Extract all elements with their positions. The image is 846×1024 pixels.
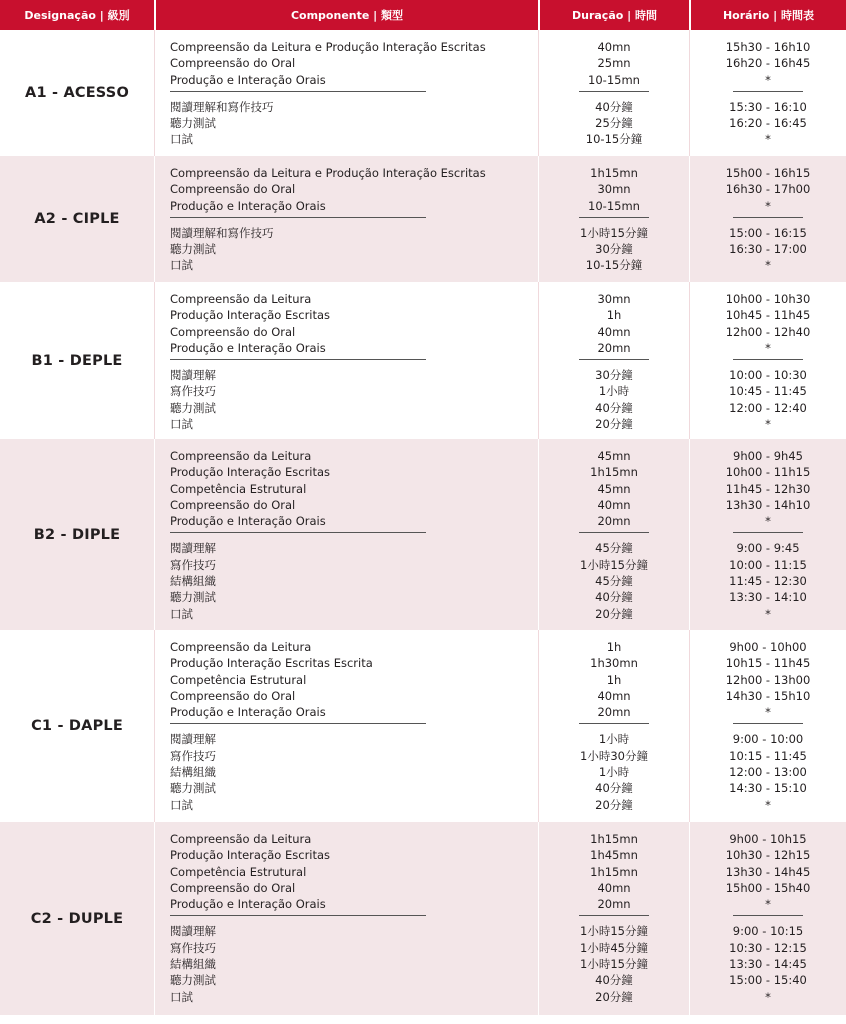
component-zh-line: 口試 xyxy=(170,797,193,812)
component-pt-line: Compreensão do Oral xyxy=(170,324,296,339)
table-row xyxy=(0,822,846,1015)
language-divider xyxy=(579,359,649,360)
duration-zh-line: 1小時15分鐘 xyxy=(580,957,648,972)
table-row xyxy=(0,630,846,822)
schedule-pt-line: 9h00 - 10h00 xyxy=(729,640,807,654)
component-pt-line: Compreensão do Oral xyxy=(170,497,296,512)
component-cell xyxy=(154,630,538,822)
level-designation: B2 - DIPLE xyxy=(33,526,121,543)
component-zh-line: 閱讀理解 xyxy=(170,924,216,939)
component-pt-line: Produção Interação Escritas xyxy=(170,848,331,863)
component-zh-line: 閱讀理解和寫作技巧 xyxy=(170,225,274,240)
duration-zh-line: 20分鐘 xyxy=(595,797,633,812)
duration-zh-line: 10-15分鐘 xyxy=(585,258,643,273)
duration-pt-line: 45mn xyxy=(597,481,631,496)
component-zh-line: 聽力測試 xyxy=(170,781,216,796)
level-designation: A2 - CIPLE xyxy=(34,211,120,227)
component-cell xyxy=(154,439,538,630)
component-zh-line: 聽力測試 xyxy=(170,242,216,257)
component-zh-line: 閱讀理解 xyxy=(170,368,216,383)
component-pt-line: Produção Interação Escritas xyxy=(170,465,331,480)
language-divider xyxy=(579,915,649,916)
component-pt-line: Compreensão do Oral xyxy=(170,880,296,895)
component-pt-line: Produção Interação Escritas Escrita xyxy=(170,656,373,671)
component-pt-line: Compreensão da Leitura e Produção Interação Escritas xyxy=(170,40,486,54)
component-cell xyxy=(154,30,538,156)
component-pt-line: Competência Estrutural xyxy=(170,481,307,496)
duration-pt-line: 1h15mn xyxy=(590,465,638,480)
language-divider xyxy=(170,915,426,916)
duration-zh-line: 1小時 xyxy=(598,765,630,780)
schedule-pt-line: * xyxy=(765,514,771,529)
duration-pt-line: 25mn xyxy=(597,56,631,71)
component-pt-line: Compreensão da Leitura xyxy=(170,832,312,846)
component-zh-line: 口試 xyxy=(170,258,193,273)
duration-pt-line: 1h15mn xyxy=(590,166,638,180)
duration-zh-line: 45分鐘 xyxy=(595,574,633,589)
duration-zh-line: 1小時15分鐘 xyxy=(580,225,648,240)
component-pt-line: Compreensão da Leitura xyxy=(170,640,312,654)
component-pt-line: Produção e Interação Orais xyxy=(170,514,326,529)
header-componente: Componente | 類型 xyxy=(154,0,538,30)
component-zh-line: 閱讀理解 xyxy=(170,541,216,556)
schedule-zh-line: 14:30 - 15:10 xyxy=(729,781,807,796)
schedule-pt-line: * xyxy=(765,198,771,213)
component-zh-line: 結構組織 xyxy=(170,957,216,972)
schedule-cell xyxy=(689,439,846,630)
schedule-pt-line: 10h00 - 11h15 xyxy=(725,465,811,480)
component-zh-line: 口試 xyxy=(170,989,193,1004)
duration-zh-line: 45分鐘 xyxy=(595,541,633,556)
schedule-pt-line: 11h45 - 12h30 xyxy=(725,481,811,496)
schedule-pt-line: 12h00 - 13h00 xyxy=(725,672,811,687)
language-divider xyxy=(733,91,803,92)
schedule-zh-line: 16:30 - 17:00 xyxy=(729,242,807,257)
component-zh-line: 寫作技巧 xyxy=(170,748,216,763)
schedule-zh-line: 10:15 - 11:45 xyxy=(729,748,807,763)
schedule-zh-line: 9:00 - 9:45 xyxy=(736,541,800,556)
duration-pt-line: 1h xyxy=(606,308,622,323)
component-pt-line: Produção e Interação Orais xyxy=(170,198,326,213)
language-divider xyxy=(579,532,649,533)
schedule-zh-line: 10:45 - 11:45 xyxy=(729,384,807,399)
schedule-zh-line: * xyxy=(765,989,771,1004)
component-zh-line: 聽力測試 xyxy=(170,116,216,131)
duration-pt-line: 20mn xyxy=(597,340,631,355)
duration-pt-line: 45mn xyxy=(597,449,631,463)
schedule-zh-line: 15:30 - 16:10 xyxy=(729,99,807,114)
duration-pt-line: 30mn xyxy=(597,182,631,197)
duration-pt-line: 1h xyxy=(606,672,622,687)
duration-zh-line: 20分鐘 xyxy=(595,417,633,432)
schedule-zh-line: * xyxy=(765,606,771,621)
duration-pt-line: 40mn xyxy=(597,688,631,703)
duration-pt-line: 20mn xyxy=(597,705,631,720)
component-pt-line: Compreensão da Leitura xyxy=(170,449,312,463)
duration-zh-line: 40分鐘 xyxy=(595,590,633,605)
component-zh-line: 結構組織 xyxy=(170,574,216,589)
schedule-zh-line: 12:00 - 13:00 xyxy=(729,765,807,780)
language-divider xyxy=(170,91,426,92)
duration-cell xyxy=(538,630,689,822)
duration-zh-line: 1小時15分鐘 xyxy=(580,557,648,572)
duration-pt-line: 20mn xyxy=(597,514,631,529)
component-zh-line: 寫作技巧 xyxy=(170,940,216,955)
schedule-zh-line: 13:30 - 14:45 xyxy=(729,957,807,972)
duration-zh-line: 30分鐘 xyxy=(595,368,633,383)
schedule-pt-line: 16h30 - 17h00 xyxy=(725,182,811,197)
duration-zh-line: 40分鐘 xyxy=(595,400,633,415)
duration-zh-line: 20分鐘 xyxy=(595,989,633,1004)
table-row xyxy=(0,439,846,630)
level-designation: B1 - DEPLE xyxy=(31,352,123,369)
table-row xyxy=(0,30,846,156)
component-pt-line: Competência Estrutural xyxy=(170,864,307,879)
schedule-cell xyxy=(689,30,846,156)
schedule-pt-line: 9h00 - 10h15 xyxy=(729,832,807,846)
schedule-zh-line: 13:30 - 14:10 xyxy=(729,590,807,605)
schedule-pt-line: 16h20 - 16h45 xyxy=(725,56,811,71)
schedule-cell xyxy=(689,282,846,439)
schedule-pt-line: 15h00 - 16h15 xyxy=(725,166,811,180)
component-pt-line: Compreensão da Leitura xyxy=(170,292,312,306)
schedule-pt-line: 13h30 - 14h10 xyxy=(725,497,811,512)
duration-zh-line: 10-15分鐘 xyxy=(585,132,643,147)
schedule-zh-line: 9:00 - 10:15 xyxy=(732,924,804,939)
schedule-cell xyxy=(689,822,846,1015)
schedule-zh-line: 10:30 - 12:15 xyxy=(729,940,807,955)
duration-zh-line: 1小時30分鐘 xyxy=(580,748,648,763)
schedule-cell xyxy=(689,630,846,822)
header-duracao: Duração | 時間 xyxy=(538,0,689,30)
component-pt-line: Produção e Interação Orais xyxy=(170,897,326,912)
duration-zh-line: 1小時 xyxy=(598,384,630,399)
duration-pt-line: 1h15mn xyxy=(590,864,638,879)
duration-cell xyxy=(538,30,689,156)
component-zh-line: 結構組織 xyxy=(170,765,216,780)
duration-pt-line: 1h30mn xyxy=(590,656,638,671)
schedule-zh-line: * xyxy=(765,258,771,273)
schedule-pt-line: 10h15 - 11h45 xyxy=(725,656,811,671)
duration-pt-line: 40mn xyxy=(597,497,631,512)
duration-pt-line: 40mn xyxy=(597,880,631,895)
component-pt-line: Compreensão do Oral xyxy=(170,182,296,197)
schedule-pt-line: * xyxy=(765,340,771,355)
language-divider xyxy=(579,91,649,92)
duration-pt-line: 1h45mn xyxy=(590,848,638,863)
duration-zh-line: 1小時 xyxy=(598,732,630,747)
duration-zh-line: 1小時15分鐘 xyxy=(580,924,648,939)
component-zh-line: 閱讀理解 xyxy=(170,732,216,747)
schedule-cell xyxy=(689,156,846,282)
component-pt-line: Compreensão da Leitura e Produção Interação Escritas xyxy=(170,166,486,180)
duration-cell xyxy=(538,439,689,630)
component-pt-line: Compreensão do Oral xyxy=(170,688,296,703)
language-divider xyxy=(579,723,649,724)
duration-pt-line: 10-15mn xyxy=(588,72,640,87)
duration-pt-line: 40mn xyxy=(597,40,631,54)
duration-zh-line: 25分鐘 xyxy=(595,116,633,131)
language-divider xyxy=(579,217,649,218)
schedule-zh-line: 10:00 - 10:30 xyxy=(729,368,807,383)
duration-zh-line: 40分鐘 xyxy=(595,99,633,114)
language-divider xyxy=(170,217,426,218)
component-zh-line: 聽力測試 xyxy=(170,590,216,605)
schedule-pt-line: 10h30 - 12h15 xyxy=(725,848,811,863)
duration-zh-line: 40分鐘 xyxy=(595,973,633,988)
component-pt-line: Produção Interação Escritas xyxy=(170,308,331,323)
component-cell xyxy=(154,156,538,282)
schedule-pt-line: 14h30 - 15h10 xyxy=(725,688,811,703)
duration-pt-line: 30mn xyxy=(597,292,631,306)
language-divider xyxy=(170,359,426,360)
language-divider xyxy=(733,915,803,916)
duration-pt-line: 10-15mn xyxy=(588,198,640,213)
component-pt-line: Produção e Interação Orais xyxy=(170,340,326,355)
schedule-zh-line: 15:00 - 16:15 xyxy=(729,225,807,240)
component-zh-line: 聽力測試 xyxy=(170,973,216,988)
schedule-zh-line: * xyxy=(765,797,771,812)
language-divider xyxy=(733,217,803,218)
duration-zh-line: 30分鐘 xyxy=(595,242,633,257)
language-divider xyxy=(170,723,426,724)
language-divider xyxy=(733,359,803,360)
level-designation: C1 - DAPLE xyxy=(31,718,123,734)
language-divider xyxy=(733,532,803,533)
table-body xyxy=(0,30,846,1015)
schedule-pt-line: * xyxy=(765,705,771,720)
duration-pt-line: 1h xyxy=(606,640,622,654)
component-zh-line: 寫作技巧 xyxy=(170,384,216,399)
schedule-zh-line: 10:00 - 11:15 xyxy=(729,557,807,572)
schedule-zh-line: * xyxy=(765,417,771,432)
language-divider xyxy=(733,723,803,724)
header-horario: Horário | 時間表 xyxy=(689,0,846,30)
duration-cell xyxy=(538,282,689,439)
duration-pt-line: 40mn xyxy=(597,324,631,339)
component-zh-line: 聽力測試 xyxy=(170,400,216,415)
component-pt-line: Produção e Interação Orais xyxy=(170,72,326,87)
schedule-pt-line: 13h30 - 14h45 xyxy=(725,864,811,879)
table-header xyxy=(0,0,846,30)
schedule-pt-line: 9h00 - 9h45 xyxy=(733,449,803,463)
duration-zh-line: 20分鐘 xyxy=(595,606,633,621)
component-pt-line: Produção e Interação Orais xyxy=(170,705,326,720)
component-pt-line: Competência Estrutural xyxy=(170,672,307,687)
schedule-zh-line: 15:00 - 15:40 xyxy=(729,973,807,988)
schedule-pt-line: 10h45 - 11h45 xyxy=(725,308,811,323)
duration-zh-line: 40分鐘 xyxy=(595,781,633,796)
duration-pt-line: 20mn xyxy=(597,897,631,912)
component-cell xyxy=(154,822,538,1015)
schedule-zh-line: 11:45 - 12:30 xyxy=(729,574,807,589)
level-designation: C2 - DUPLE xyxy=(30,910,124,927)
schedule-pt-line: 15h00 - 15h40 xyxy=(725,880,811,895)
schedule-pt-line: * xyxy=(765,897,771,912)
component-pt-line: Compreensão do Oral xyxy=(170,56,296,71)
duration-pt-line: 1h15mn xyxy=(590,832,638,846)
schedule-zh-line: 12:00 - 12:40 xyxy=(729,400,807,415)
component-zh-line: 口試 xyxy=(170,132,193,147)
component-zh-line: 閱讀理解和寫作技巧 xyxy=(170,99,274,114)
duration-cell xyxy=(538,822,689,1015)
schedule-zh-line: * xyxy=(765,132,771,147)
schedule-zh-line: 9:00 - 10:00 xyxy=(732,732,804,747)
duration-cell xyxy=(538,156,689,282)
duration-zh-line: 1小時45分鐘 xyxy=(580,940,648,955)
component-zh-line: 口試 xyxy=(170,417,193,432)
component-zh-line: 寫作技巧 xyxy=(170,557,216,572)
level-designation: A1 - ACESSO xyxy=(25,85,129,101)
component-zh-line: 口試 xyxy=(170,606,193,621)
table-row xyxy=(0,282,846,439)
language-divider xyxy=(170,532,426,533)
schedule-pt-line: * xyxy=(765,72,771,87)
schedule-pt-line: 10h00 - 10h30 xyxy=(725,292,811,306)
schedule-pt-line: 15h30 - 16h10 xyxy=(725,40,811,54)
table-row xyxy=(0,156,846,282)
header-designacao: Designação | 級別 xyxy=(0,0,154,30)
schedule-zh-line: 16:20 - 16:45 xyxy=(729,116,807,131)
component-cell xyxy=(154,282,538,439)
schedule-pt-line: 12h00 - 12h40 xyxy=(725,324,811,339)
